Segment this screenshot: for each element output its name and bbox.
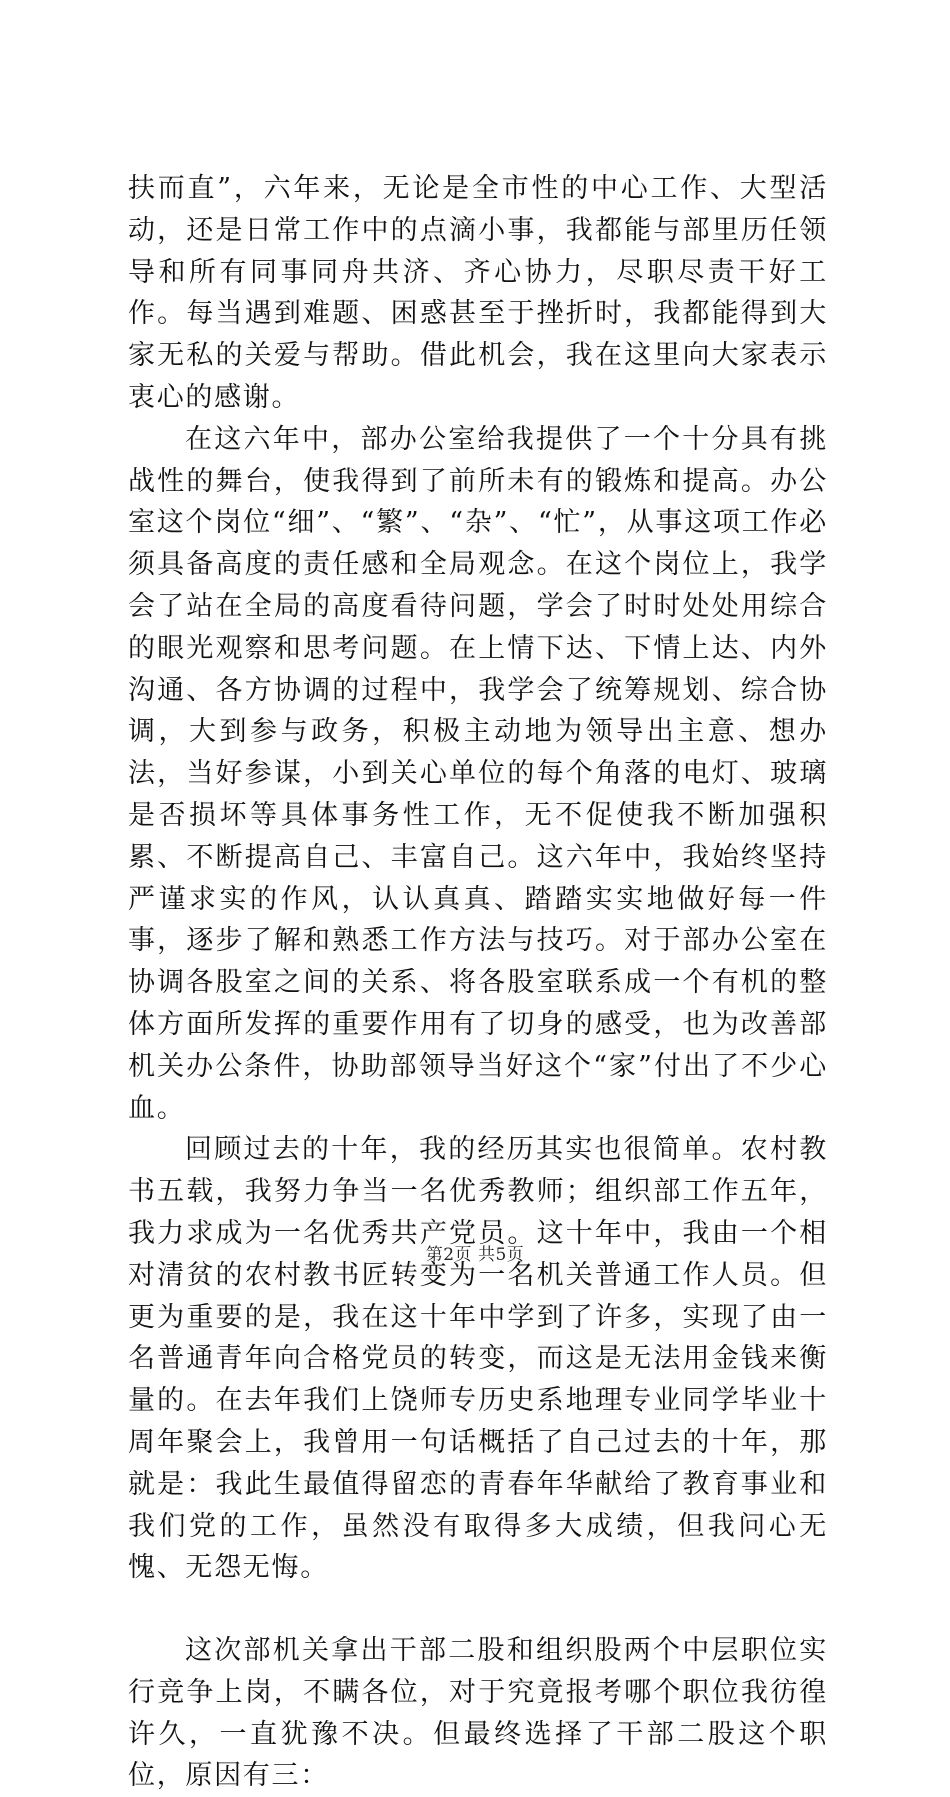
paragraph-continuation: 扶而直”，六年来，无论是全市性的中心工作、大型活动，还是日常工作中的点滴小事，我都能与部里历任领导和所有同事同舟共济、齐心协力，尽职尽责干好工作。每当遇到难题、困惑甚至于挫折时，我都能得到大家无私的关爱与帮助。借此机会，我在这里向大家表示衷心的感谢。: [128, 173, 828, 413]
paragraph-office-experience: 在这六年中，部办公室给我提供了一个十分具有挑战性的舞台，使我得到了前所未有的锻炼和提高。办公室这个岗位“细”、“繁”、“杂”、“忙”，从事这项工作必须具备高度的责任感和全局观念。在这个岗位上，我学会了站在全局的高度看待问题，学会了时时处处用综合的眼光观察和思考问题。在上情下达、下情上达、内外沟通、各方协调的过程中，我学会了统筹规划、综合协调，大到参与政务，积极主动地为领导出主意、想办法，当好参谋，小到关心单位的每个角落的电灯、玻璃是否损坏等具体事务性工作，无不促使我不断加强积累、不断提高自己、丰富自己。这六年中，我始终坚持严谨求实的作风，认认真真、踏踏实实地做好每一件事，逐步了解和熟悉工作方法与技巧。对于部办公室在协调各股室之间的关系、将各股室联系成一个有机的整体方面所发挥的重要作用有了切身的感受，也为改善部机关办公条件，协助部领导当好这个“家”付出了不少心血。: [128, 423, 828, 1124]
document-body: [128, 168, 828, 1797]
paragraph-position-choice: 这次部机关拿出干部二股和组织股两个中层职位实行竞争上岗，不瞒各位，对于究竟报考哪个职位我彷徨许久，一直犹豫不决。但最终选择了干部二股这个职位，原因有三：: [128, 1635, 828, 1792]
page-number-footer: 第2页 共5页: [425, 1245, 525, 1265]
paragraph-ten-years-review: 回顾过去的十年，我的经历其实也很简单。农村教书五载，我努力争当一名优秀教师；组织部工作五年，我力求成为一名优秀共产党员。这十年中，我由一个相对清贫的农村教书匠转变为一名机关普通工作人员。但更为重要的是，我在这十年中学到了许多，实现了由一名普通青年向合格党员的转变，而这是无法用金钱来衡量的。在去年我们上饶师专历史系地理专业同学毕业十周年聚会上，我曾用一句话概括了自己过去的十年，那就是：我此生最值得留恋的青春年华献给了教育事业和我们党的工作，虽然没有取得多大成绩，但我问心无愧、无怨无悔。: [128, 1134, 828, 1584]
